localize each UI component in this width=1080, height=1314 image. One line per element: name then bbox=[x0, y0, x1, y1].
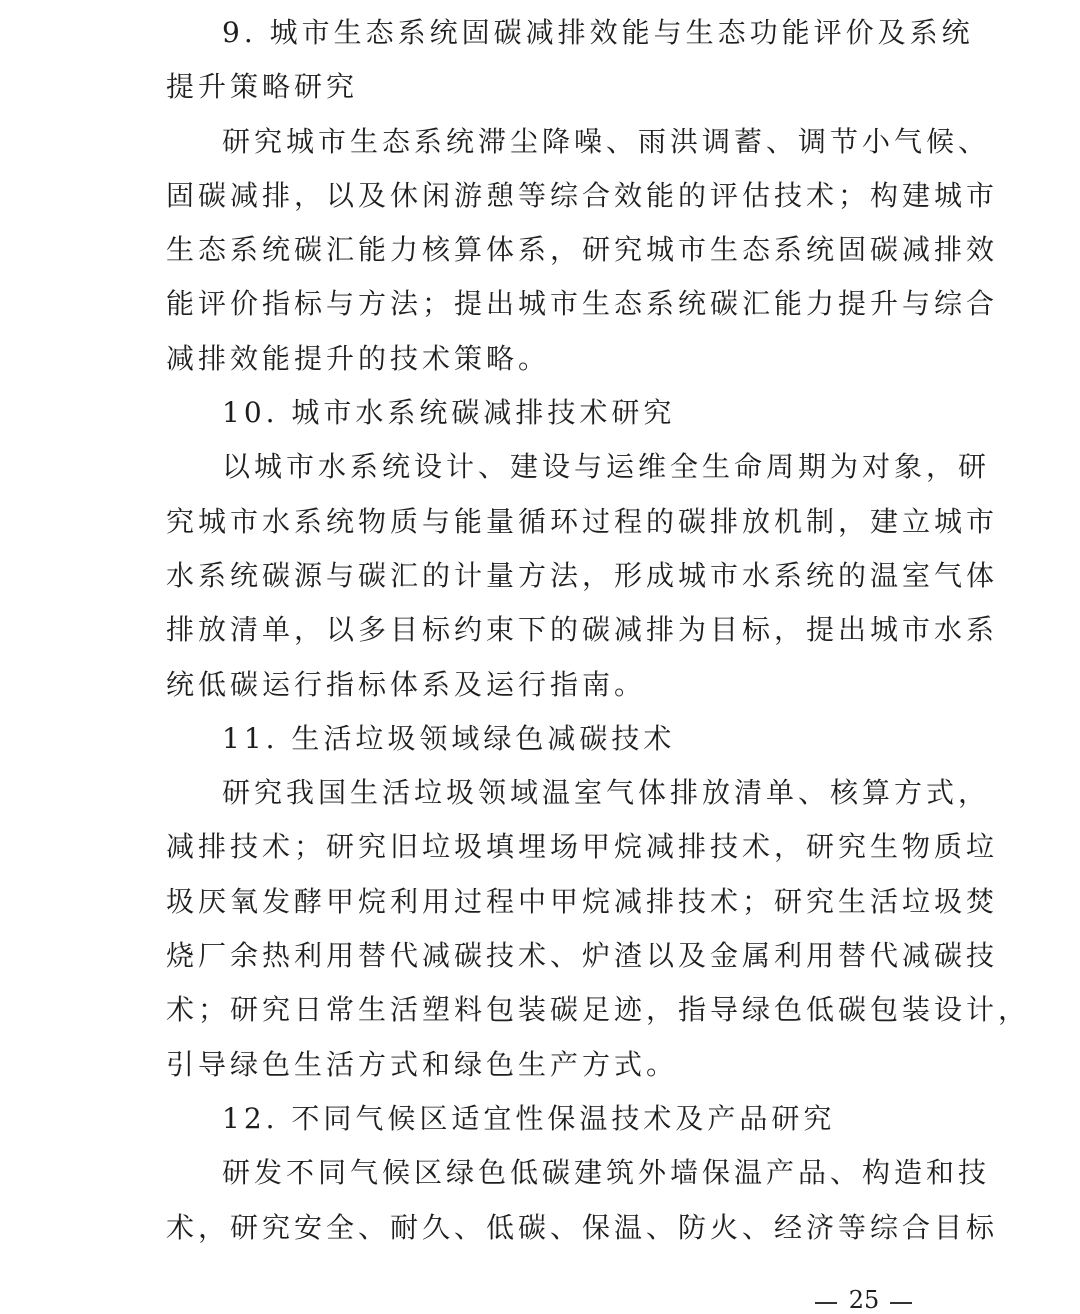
paragraph-line: 圾厌氧发酵甲烷利用过程中甲烷减排技术；研究生活垃圾焚 bbox=[166, 884, 999, 918]
paragraph-line: 减排效能提升的技术策略。 bbox=[166, 341, 551, 375]
paragraph-line: 以城市水系统设计、建设与运维全生命周期为对象，研 bbox=[222, 450, 991, 484]
document-body bbox=[166, 6, 1031, 1255]
section-heading-9-line-2: 提升策略研究 bbox=[166, 70, 359, 104]
section-heading-10: 10. 城市水系统碳减排技术研究 bbox=[222, 396, 676, 430]
paragraph-line: 生态系统碳汇能力核算体系，研究城市生态系统固碳减排效 bbox=[166, 233, 999, 267]
paragraph-line: 究城市水系统物质与能量循环过程的碳排放机制，建立城市 bbox=[166, 504, 999, 538]
paragraph-line: 引导绿色生活方式和绿色生产方式。 bbox=[166, 1047, 679, 1081]
paragraph-line: 研发不同气候区绿色低碳建筑外墙保温产品、构造和技 bbox=[222, 1156, 991, 1190]
paragraph-line: 能评价指标与方法；提出城市生态系统碳汇能力提升与综合 bbox=[166, 287, 999, 321]
page-number-dash-left bbox=[815, 1302, 837, 1304]
section-heading-11: 11. 生活垃圾领域绿色减碳技术 bbox=[222, 721, 676, 755]
paragraph-line: 烧厂余热利用替代减碳技术、炉渣以及金属利用替代减碳技 bbox=[166, 939, 999, 973]
paragraph-line: 术；研究日常生活塑料包装碳足迹，指导绿色低碳包装设计， bbox=[166, 993, 1031, 1027]
paragraph-line: 统低碳运行指标体系及运行指南。 bbox=[166, 667, 647, 701]
page-number-dash-right bbox=[890, 1302, 912, 1304]
paragraph-line: 研究城市生态系统滞尘降噪、雨洪调蓄、调节小气候、 bbox=[222, 124, 991, 158]
paragraph-line: 术，研究安全、耐久、低碳、保温、防火、经济等综合目标 bbox=[166, 1210, 999, 1244]
page-number: 25 bbox=[848, 1286, 880, 1314]
section-heading-12: 12. 不同气候区适宜性保温技术及产品研究 bbox=[222, 1101, 836, 1135]
page-footer bbox=[0, 1284, 1080, 1314]
section-heading-9-line-1: 9. 城市生态系统固碳减排效能与生态功能评价及系统 bbox=[222, 16, 974, 49]
paragraph-line: 研究我国生活垃圾领域温室气体排放清单、核算方式， bbox=[222, 776, 991, 810]
paragraph-line: 固碳减排，以及休闲游憩等综合效能的评估技术；构建城市 bbox=[166, 178, 999, 212]
paragraph-line: 水系统碳源与碳汇的计量方法，形成城市水系统的温室气体 bbox=[166, 558, 999, 592]
paragraph-line: 排放清单，以多目标约束下的碳减排为目标，提出城市水系 bbox=[166, 613, 999, 647]
paragraph-line: 减排技术；研究旧垃圾填埋场甲烷减排技术，研究生物质垃 bbox=[166, 830, 999, 864]
